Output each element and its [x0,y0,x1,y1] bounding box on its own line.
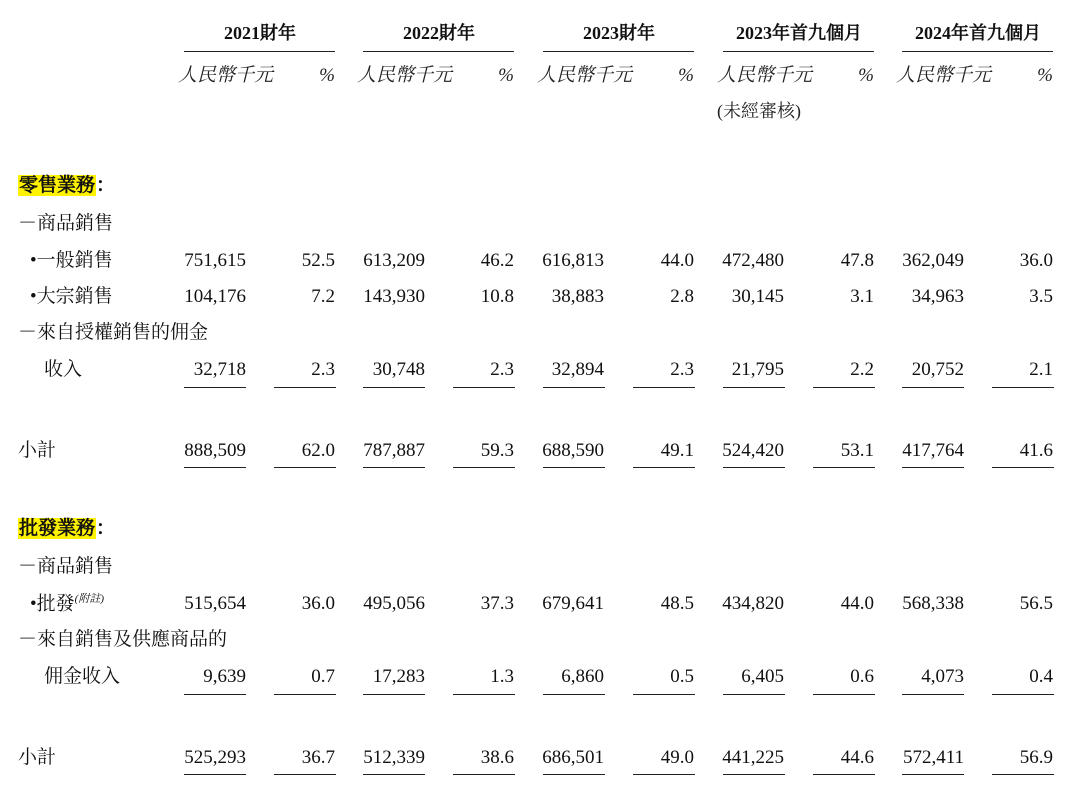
header-rule [543,51,694,52]
cell-value: 613,209 [363,250,425,271]
subtotal-rule [902,774,964,775]
subtotal-rule [274,467,336,468]
period-header-2023-9m: 2023年首九個月 [736,23,862,43]
sum-rule [633,387,695,388]
sum-rule [453,694,515,695]
cell-value: 572,411 [902,747,964,768]
cell-value: 9,639 [203,666,246,687]
cell-value: 524,420 [722,440,784,461]
subtotal-rule [633,467,695,468]
subtotal-rule [723,774,785,775]
sum-rule [723,387,785,388]
cell-value: 34,963 [911,286,964,307]
cell-value: 17,283 [372,666,425,687]
pct-label: % [498,65,514,86]
cell-value: 20,752 [911,359,964,380]
unit-label: 人民幣千元 [896,65,992,86]
cell-pct: 36.0 [301,593,335,614]
cell-value: 495,056 [363,593,425,614]
subtotal-rule [543,774,605,775]
sum-rule [813,694,875,695]
pct-label: % [319,65,335,86]
section-title-colon: ： [96,175,116,196]
cell-pct: 56.9 [1019,747,1053,768]
unit-label: 人民幣千元 [717,65,813,86]
sum-rule [184,387,246,388]
sum-rule [543,387,605,388]
cell-value: 32,718 [193,359,246,380]
cell-value: 30,748 [372,359,425,380]
cell-pct: 44.6 [840,747,874,768]
header-rule [184,51,335,52]
cell-value: 688,590 [542,440,604,461]
row-label-general-sales: •一般銷售 [30,250,113,271]
cell-value: 417,764 [902,440,964,461]
row-label-commission-cont: 收入 [44,359,83,380]
cell-pct: 7.2 [311,286,335,307]
row-label-wholesale [30,594,104,613]
cell-value: 434,820 [722,593,784,614]
section-title-text: 批發業務 [19,518,96,539]
cell-value: 888,509 [184,440,246,461]
sum-rule [902,694,964,695]
cell-value: 30,145 [731,286,784,307]
cell-pct: 41.6 [1019,440,1053,461]
cell-pct: 36.0 [1019,250,1053,271]
cell-value: 6,405 [741,666,784,687]
period-header-2024-9m: 2024年首九個月 [915,23,1041,43]
cell-pct: 3.1 [850,286,874,307]
cell-pct: 2.3 [670,359,694,380]
subtotal-rule [274,774,336,775]
note-reference: (附註) [74,593,104,605]
row-label-subtotal-retail: 小計 [18,440,57,461]
cell-pct: 62.0 [301,440,335,461]
period-header-2021: 2021財年 [224,23,296,43]
cell-pct: 38.6 [480,747,514,768]
subtotal-rule [813,774,875,775]
row-label-goods-sales: －商品銷售 [18,556,114,577]
cell-pct: 44.0 [840,593,874,614]
cell-value: 515,654 [184,593,246,614]
sum-rule [363,387,425,388]
sum-rule [184,694,246,695]
pct-label: % [678,65,694,86]
cell-pct: 56.5 [1019,593,1053,614]
subtotal-rule [453,774,515,775]
cell-pct: 0.6 [850,666,874,687]
subtotal-rule [633,774,695,775]
cell-value: 21,795 [731,359,784,380]
sum-rule [902,387,964,388]
subtotal-rule [902,467,964,468]
cell-pct: 37.3 [480,593,514,614]
cell-pct: 49.1 [660,440,694,461]
subtotal-rule [184,774,246,775]
unit-label: 人民幣千元 [178,65,274,86]
subtotal-rule [723,467,785,468]
cell-pct: 52.5 [301,250,335,271]
subtotal-rule [543,467,605,468]
row-label-commission: －來自銷售及供應商品的 [18,629,228,650]
cell-pct: 59.3 [480,440,514,461]
sum-rule [723,694,785,695]
pct-label: % [858,65,874,86]
cell-pct: 47.8 [840,250,874,271]
wholesale-label-text: •批發 [30,593,75,615]
row-label-subtotal-wholesale: 小計 [18,747,57,768]
row-label-goods-sales: －商品銷售 [18,213,114,234]
cell-value: 441,225 [722,747,784,768]
cell-value: 616,813 [542,250,604,271]
cell-value: 38,883 [551,286,604,307]
cell-value: 751,615 [184,250,246,271]
unaudited-note: (未經審核) [717,101,801,121]
unit-label: 人民幣千元 [537,65,633,86]
subtotal-rule [813,467,875,468]
cell-value: 568,338 [902,593,964,614]
cell-pct: 1.3 [490,666,514,687]
cell-value: 472,480 [722,250,784,271]
subtotal-rule [184,467,246,468]
cell-value: 787,887 [363,440,425,461]
cell-value: 143,930 [363,286,425,307]
sum-rule [992,694,1054,695]
cell-pct: 49.0 [660,747,694,768]
cell-value: 525,293 [184,747,246,768]
cell-pct: 46.2 [480,250,514,271]
section-title-colon: ： [96,518,116,539]
cell-pct: 0.5 [670,666,694,687]
cell-pct: 48.5 [660,593,694,614]
cell-value: 679,641 [542,593,604,614]
unit-label: 人民幣千元 [357,65,453,86]
cell-value: 686,501 [542,747,604,768]
pct-label: % [1037,65,1053,86]
subtotal-rule [453,467,515,468]
cell-pct: 3.5 [1029,286,1053,307]
cell-pct: 2.3 [311,359,335,380]
sum-rule [813,387,875,388]
subtotal-rule [992,774,1054,775]
cell-value: 512,339 [363,747,425,768]
cell-value: 362,049 [902,250,964,271]
row-label-commission: －來自授權銷售的佣金 [18,322,209,343]
sum-rule [453,387,515,388]
sum-rule [543,694,605,695]
cell-pct: 2.3 [490,359,514,380]
row-label-commission-cont: 佣金收入 [44,666,121,687]
row-label-bulk-sales: •大宗銷售 [30,286,113,307]
subtotal-rule [363,774,425,775]
subtotal-rule [992,467,1054,468]
header-rule [723,51,874,52]
period-header-2022: 2022財年 [403,23,475,43]
sum-rule [992,387,1054,388]
header-rule [902,51,1053,52]
cell-value: 6,860 [561,666,604,687]
cell-pct: 36.7 [301,747,335,768]
section-title-text: 零售業務 [19,175,96,196]
sum-rule [633,694,695,695]
sum-rule [274,694,336,695]
cell-value: 4,073 [921,666,964,687]
cell-pct: 0.4 [1029,666,1053,687]
sum-rule [363,694,425,695]
section-title-retail [18,176,115,195]
cell-pct: 44.0 [660,250,694,271]
cell-pct: 2.1 [1029,359,1053,380]
cell-pct: 10.8 [480,286,514,307]
period-header-2023: 2023財年 [583,23,655,43]
header-rule [363,51,514,52]
sum-rule [274,387,336,388]
cell-value: 32,894 [551,359,604,380]
subtotal-rule [363,467,425,468]
cell-pct: 53.1 [840,440,874,461]
cell-pct: 2.8 [670,286,694,307]
cell-pct: 2.2 [850,359,874,380]
cell-pct: 0.7 [311,666,335,687]
cell-value: 104,176 [184,286,246,307]
section-title-wholesale [18,519,115,538]
